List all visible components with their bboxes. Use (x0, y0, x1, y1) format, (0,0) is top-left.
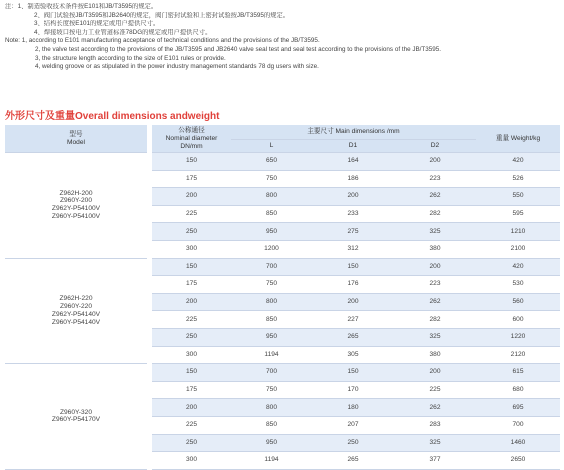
table-body (5, 153, 560, 470)
cell-l: 850 (231, 416, 312, 434)
cell-dn: 250 (152, 434, 231, 452)
model-name: Z962H-220 (59, 295, 93, 303)
cell-l: 800 (231, 293, 312, 311)
cell-d2: 325 (394, 223, 476, 241)
model-name: Z960Y-220 (59, 303, 93, 311)
note-en-1: Note: 1, according to E101 manufacturing acceptance of technical conditions and the provisions of the JB/T3595. (5, 37, 320, 45)
cell-d1: 275 (312, 223, 394, 241)
cell-weight: 1210 (476, 223, 560, 241)
cell-d2: 282 (394, 205, 476, 223)
cell-d1: 186 (312, 170, 394, 188)
cell-dn: 175 (152, 170, 231, 188)
cell-dn: 150 (152, 258, 231, 276)
cell-l: 1194 (231, 346, 312, 364)
model-name: Z960Y-P54140V (51, 318, 101, 326)
header-d1: D1 (312, 140, 394, 153)
cell-dn: 300 (152, 346, 231, 364)
cell-dn: 225 (152, 311, 231, 329)
cell-weight: 2650 (476, 452, 560, 470)
cell-d1: 200 (312, 293, 394, 311)
note-en-4: 4, welding groove or as stipulated in the power industry management standards 78 dg users with size. (35, 63, 319, 71)
header-main-dimensions: 主要尺寸 Main dimensions /mm (231, 125, 476, 140)
header-d2: D2 (394, 140, 476, 153)
model-name: Z962H-200 (59, 189, 93, 197)
model-cell (5, 153, 147, 259)
cell-l: 950 (231, 434, 312, 452)
cell-d2: 223 (394, 276, 476, 294)
cell-weight: 420 (476, 153, 560, 171)
cell-d2: 200 (394, 364, 476, 382)
header-dn (152, 125, 231, 153)
cell-l: 700 (231, 364, 312, 382)
cell-d2: 262 (394, 188, 476, 206)
cell-d2: 200 (394, 258, 476, 276)
cell-d2: 325 (394, 434, 476, 452)
cell-weight: 550 (476, 188, 560, 206)
cell-dn: 225 (152, 416, 231, 434)
cell-d1: 180 (312, 399, 394, 417)
cell-dn: 250 (152, 328, 231, 346)
cell-weight: 2120 (476, 346, 560, 364)
cell-d2: 283 (394, 416, 476, 434)
model-name: Z962Y-P54100V (51, 205, 101, 213)
cell-weight: 1460 (476, 434, 560, 452)
cell-weight: 526 (476, 170, 560, 188)
cell-d1: 150 (312, 364, 394, 382)
cell-weight: 700 (476, 416, 560, 434)
cell-d1: 265 (312, 452, 394, 470)
cell-weight: 420 (476, 258, 560, 276)
table-row (5, 364, 560, 382)
cell-d2: 377 (394, 452, 476, 470)
note-cn-2: 2、阀门试验按JB/T3595和JB2640的规定，阀门密封试验和上密封试验按JB/T3595的规定。 (34, 11, 290, 19)
table-row (5, 258, 560, 276)
notes (5, 3, 560, 72)
cell-d1: 200 (312, 188, 394, 206)
header-model-en: Model (67, 138, 85, 146)
cell-d1: 265 (312, 328, 394, 346)
cell-dn: 150 (152, 364, 231, 382)
cell-weight: 560 (476, 293, 560, 311)
cell-dn: 300 (152, 240, 231, 258)
cell-d2: 223 (394, 170, 476, 188)
cell-l: 950 (231, 328, 312, 346)
header-model (5, 125, 147, 153)
model-cell (5, 364, 147, 470)
section-title: 外形尺寸及重量Overall dimensions andweight (5, 111, 220, 122)
cell-weight: 600 (476, 311, 560, 329)
model-name: Z960Y-P54100V (51, 213, 101, 221)
cell-d2: 262 (394, 293, 476, 311)
header-dn-unit: DN/mm (180, 142, 203, 150)
cell-dn: 200 (152, 188, 231, 206)
cell-l: 850 (231, 205, 312, 223)
cell-l: 750 (231, 276, 312, 294)
cell-weight: 680 (476, 381, 560, 399)
cell-l: 650 (231, 153, 312, 171)
cell-l: 1194 (231, 452, 312, 470)
cell-dn: 175 (152, 381, 231, 399)
cell-d1: 176 (312, 276, 394, 294)
cell-d1: 305 (312, 346, 394, 364)
cell-weight: 615 (476, 364, 560, 382)
model-name: Z960Y-320 (59, 408, 93, 416)
cell-l: 750 (231, 170, 312, 188)
cell-dn: 200 (152, 399, 231, 417)
cell-d1: 227 (312, 311, 394, 329)
header-model-cn: 型号 (69, 130, 83, 138)
cell-l: 800 (231, 188, 312, 206)
cell-dn: 200 (152, 293, 231, 311)
cell-d2: 262 (394, 399, 476, 417)
cell-weight: 595 (476, 205, 560, 223)
header-l: L (231, 140, 312, 153)
cell-d1: 233 (312, 205, 394, 223)
header-weight: 重量 Weight/kg (476, 125, 560, 153)
cell-d1: 150 (312, 258, 394, 276)
note-cn-1: 注：1、制造验收技术条件按E101和JB/T3595的规定。 (5, 3, 158, 10)
note-en-2: 2, the valve test according to the provisions of the JB/T3595 and JB2640 valve seal test and seal test according to the provisions of the JB/T3595. (35, 45, 442, 53)
cell-dn: 250 (152, 223, 231, 241)
cell-d1: 164 (312, 153, 394, 171)
cell-l: 750 (231, 381, 312, 399)
header-dn-cn: 公称通径 (178, 126, 205, 134)
cell-weight: 695 (476, 399, 560, 417)
cell-l: 800 (231, 399, 312, 417)
note-cn-3: 3、结构长度按E101的规定或用户提供尺寸。 (34, 20, 160, 28)
cell-d1: 170 (312, 381, 394, 399)
cell-dn: 150 (152, 153, 231, 171)
cell-d2: 380 (394, 240, 476, 258)
cell-l: 950 (231, 223, 312, 241)
cell-weight: 1220 (476, 328, 560, 346)
cell-dn: 175 (152, 276, 231, 294)
cell-l: 700 (231, 258, 312, 276)
cell-d2: 380 (394, 346, 476, 364)
cell-dn: 225 (152, 205, 231, 223)
model-name: Z960Y-200 (59, 197, 93, 205)
cell-d2: 200 (394, 153, 476, 171)
cell-d1: 207 (312, 416, 394, 434)
cell-d2: 225 (394, 381, 476, 399)
cell-weight: 2100 (476, 240, 560, 258)
model-cell (5, 258, 147, 364)
cell-dn: 300 (152, 452, 231, 470)
cell-d1: 250 (312, 434, 394, 452)
cell-d1: 312 (312, 240, 394, 258)
header-dn-en: Nominal diameter (165, 134, 218, 142)
dimensions-table (5, 125, 560, 470)
note-cn-4: 4、焊接坡口按电力工业管道标准78DG的规定或用户提供尺寸。 (34, 28, 212, 36)
table-row (5, 153, 560, 171)
model-name: Z962Y-P54140V (51, 310, 101, 318)
cell-d2: 325 (394, 328, 476, 346)
note-en-3: 3, the structure length according to the size of E101 rules or provide. (35, 54, 226, 62)
cell-l: 850 (231, 311, 312, 329)
model-name: Z960Y-P54170V (51, 416, 101, 424)
cell-d2: 282 (394, 311, 476, 329)
cell-l: 1200 (231, 240, 312, 258)
cell-weight: 530 (476, 276, 560, 294)
